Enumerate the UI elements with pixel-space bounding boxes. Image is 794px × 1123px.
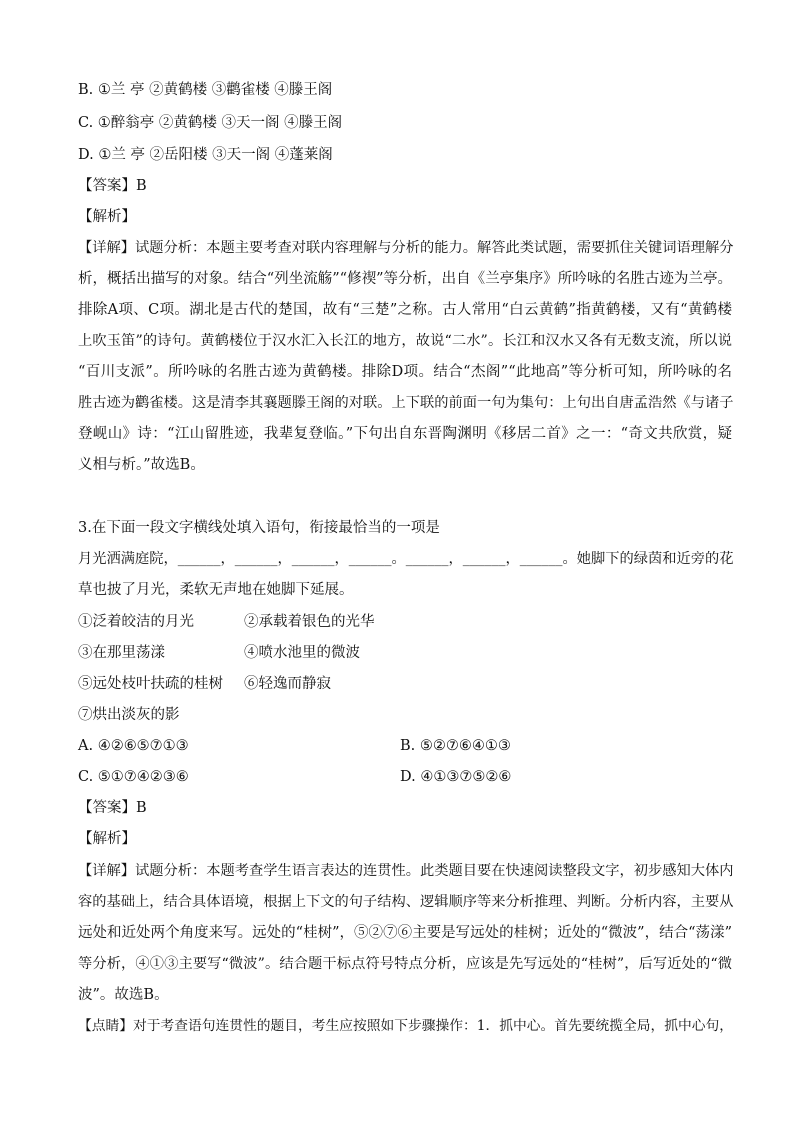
answer-label: 【答案】B [78, 800, 147, 816]
analysis-line: 远处和近处两个角度来写。远处的“桂树”，⑤②⑦⑥主要是写远处的桂树；近处的“微波”，结合“荡漾” [78, 925, 732, 941]
analysis-line: 胜古迹为鹳雀楼。这是清李其襄题滕王阁的对联。上下联的前面一句为集句：上句出自唐孟浩然《与诸子 [78, 395, 734, 411]
choice-b: B. ⑤②⑦⑥④①③ [400, 738, 511, 754]
analysis-line: 【详解】试题分析：本题主要考查对联内容理解与分析的能力。解答此类试题，需要抓住关键词语理解分 [78, 240, 734, 256]
answer-label: 【答案】B [78, 178, 147, 194]
option-b: B. ①兰 亭 ②黄鹤楼 ③鹳雀楼 ④滕王阁 [78, 82, 333, 98]
analysis-line: “百川支派”。所吟咏的名胜古迹为黄鹤楼。排除D项。结合“杰阁”“此地高”等分析可知，所吟咏的名 [78, 364, 732, 380]
passage-line: 月光洒满庭院，______，______，______，______。______，______，______。她脚下的绿茵和近旁的花 [78, 551, 734, 567]
sentence-item: ④喷水池里的微波 [244, 645, 360, 661]
choice-c: C. ⑤①⑦④②③⑥ [78, 769, 189, 785]
option-d: D. ①兰 亭 ②岳阳楼 ③天一阁 ④蓬莱阁 [78, 147, 333, 163]
analysis-line: 波”。故选B。 [78, 987, 169, 1003]
analysis-heading: 【解析】 [78, 831, 136, 847]
analysis-line: 【详解】试题分析：本题考查学生语言表达的连贯性。此类题目要在快速阅读整段文字，初步感知大体内 [78, 863, 734, 879]
question-stem: 3.在下面一段文字横线处填入语句，衔接最恰当的一项是 [78, 520, 440, 536]
sentence-item: ②承载着银色的光华 [244, 614, 375, 630]
analysis-heading: 【解析】 [78, 209, 136, 225]
sentence-item: ①泛着皎洁的月光 [78, 614, 194, 630]
sentence-item: ⑦烘出淡灰的影 [78, 707, 180, 723]
analysis-line: 析，概括出描写的对象。结合“列坐流觞”“修禊”等分析，出自《兰亭集序》所吟咏的名胜古迹为兰亭。 [78, 271, 732, 287]
sentence-item: ③在那里荡漾 [78, 645, 165, 661]
sentence-item: ⑤远处枝叶扶疏的桂树 [78, 676, 223, 692]
analysis-line: 排除A项、C项。湖北是古代的楚国，故有“三楚”之称。古人常用“白云黄鹤”指黄鹤楼，又有“黄鹤楼 [78, 302, 732, 318]
analysis-line: 义相与析。”故选B。 [78, 457, 205, 473]
choice-a: A. ④②⑥⑤⑦①③ [78, 738, 189, 754]
analysis-line: 登岘山》诗：“江山留胜迹，我辈复登临。”下句出自东晋陶渊明《移居二首》之一：“奇文共欣赏，疑 [78, 426, 732, 442]
analysis-line: 等分析，④①③主要写“微波”。结合题干标点符号特点分析，应该是先写远处的“桂树”，后写近处的“微 [78, 956, 732, 972]
analysis-line: 容的基础上，结合具体语境，根据上下文的句子结构、逻辑顺序等来分析推理、判断。分析内容，主要从 [78, 894, 734, 910]
sentence-item: ⑥轻逸而静寂 [244, 676, 331, 692]
tip-line: 【点睛】对于考查语句连贯性的题目，考生应按照如下步骤操作：1．抓中心。首先要统揽全局，抓中心句， [78, 1018, 734, 1034]
choice-d: D. ④①③⑦⑤②⑥ [400, 769, 512, 785]
analysis-line: 上吹玉笛”的诗句。黄鹤楼位于汉水汇入长江的地方，故说“二水”。长江和汉水又各有无数支流，所以说 [78, 333, 732, 349]
option-c: C. ①醉翁亭 ②黄鹤楼 ③天一阁 ④滕王阁 [78, 115, 343, 131]
passage-line: 草也披了月光，柔软无声地在她脚下延展。 [78, 582, 354, 598]
